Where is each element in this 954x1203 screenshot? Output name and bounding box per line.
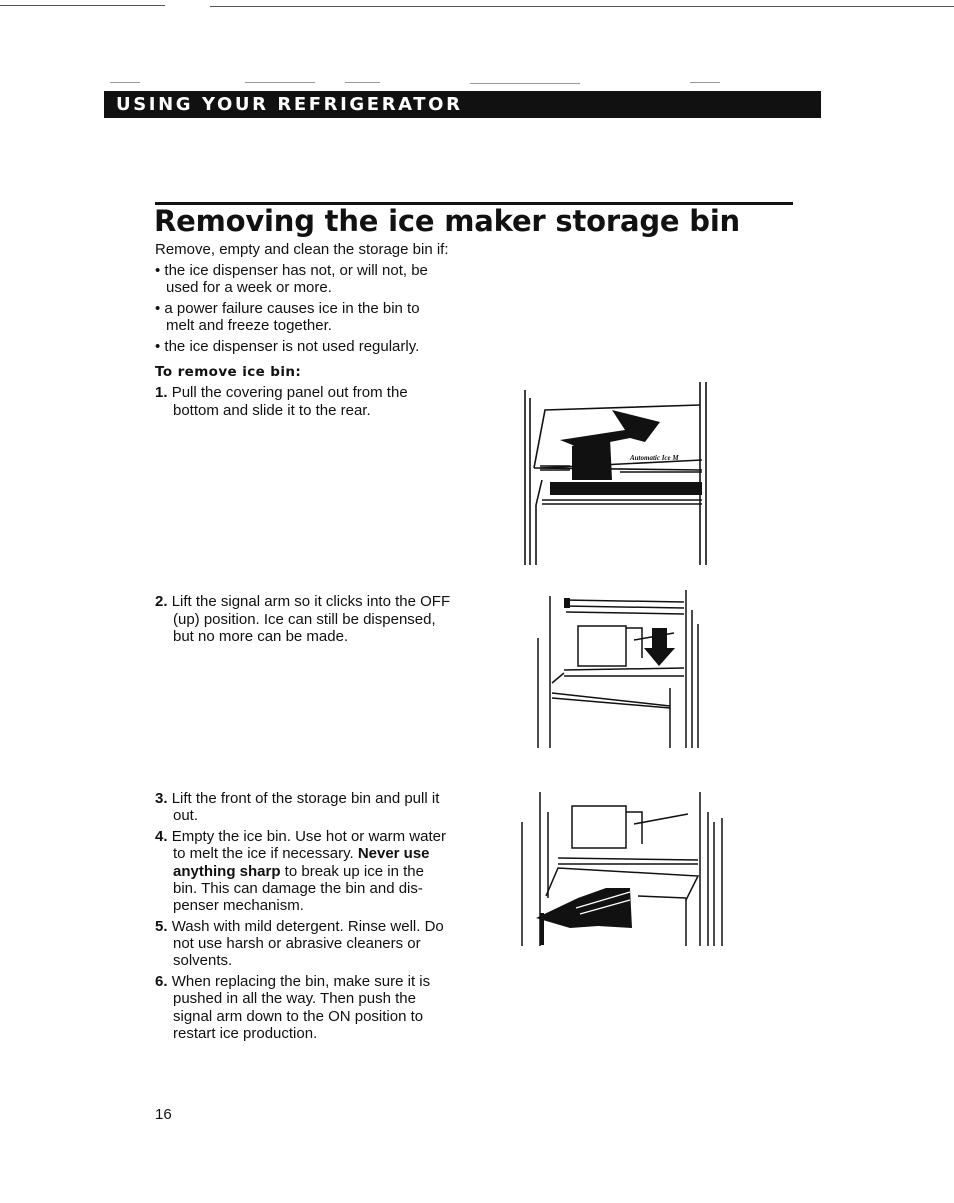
step-4-cont: penser mechanism. [173,897,304,914]
section-header: USING YOUR REFRIGERATOR [104,91,821,118]
bullet-item: • a power failure causes ice in the bin to [155,300,420,317]
step-text: Empty the ice bin. Use hot or warm water [171,828,446,845]
panel-label: Automatic Ice M [630,454,679,462]
covering-panel-illustration [520,380,715,570]
step-6-cont: pushed in all the way. Then push the [173,990,416,1007]
step-number: 5. [155,918,168,935]
step-1-cont: bottom and slide it to the rear. [173,402,371,419]
remove-bin-illustration [518,788,730,953]
step-5-cont: solvents. [173,952,233,969]
step-number: 6. [155,973,168,990]
step-number: 4. [155,828,168,845]
step-text: to melt the ice if necessary. [173,845,358,862]
bullet-item-cont: melt and freeze together. [166,317,332,334]
step-4-cont [173,863,424,881]
step-6-cont: signal arm down to the ON position to [173,1008,424,1025]
step-3 [155,790,439,808]
step-text: Pull the covering panel out from the [171,384,408,401]
step-text: When replacing the bin, make sure it is [171,973,431,990]
signal-arm-illustration [534,588,709,753]
rail-end [564,598,570,608]
scan-line [470,83,580,84]
step-4 [155,828,446,846]
bullet-item: • the ice dispenser is not used regularly. [155,338,420,355]
page-title: Removing the ice maker storage bin [154,204,741,238]
bullet-item-cont: used for a week or more. [166,279,332,296]
step-text: to break up ice in the [280,863,424,880]
step-4-cont: bin. This can damage the bin and dis- [173,880,423,897]
scan-line [210,6,954,7]
scan-line [110,82,140,83]
step-4-cont [173,845,430,863]
step-5 [155,918,444,936]
step-6 [155,973,430,991]
bin-pull-arrow-icon [536,888,632,928]
scan-line [0,5,165,6]
step-number: 1. [155,384,168,401]
page-number: 16 [155,1106,172,1123]
step-text: Lift the front of the storage bin and pull it [171,790,440,807]
step-text: Lift the signal arm so it clicks into the OFF [171,593,451,610]
step-5-cont: not use harsh or abrasive cleaners or [173,935,421,952]
step-1 [155,384,408,402]
step-2-cont: (up) position. Ice can still be dispensed, [173,611,436,628]
bullet-item: • the ice dispenser has not, or will not, be [155,262,428,279]
warning-text: anything sharp [173,863,281,880]
step-2 [155,593,450,611]
panel-slot [550,482,702,495]
step-6-cont: restart ice production. [173,1025,318,1042]
warning-text: Never use [357,845,430,862]
step-number: 3. [155,790,168,807]
step-2-cont: but no more can be made. [173,628,349,645]
subheading: To remove ice bin: [155,364,302,380]
step-text: Wash with mild detergent. Rinse well. Do [171,918,444,935]
intro-text: Remove, empty and clean the storage bin if: [155,241,449,258]
scan-line [690,82,720,83]
step-number: 2. [155,593,168,610]
scan-line [245,82,315,83]
step-3-cont: out. [173,807,199,824]
scan-line [345,82,380,83]
